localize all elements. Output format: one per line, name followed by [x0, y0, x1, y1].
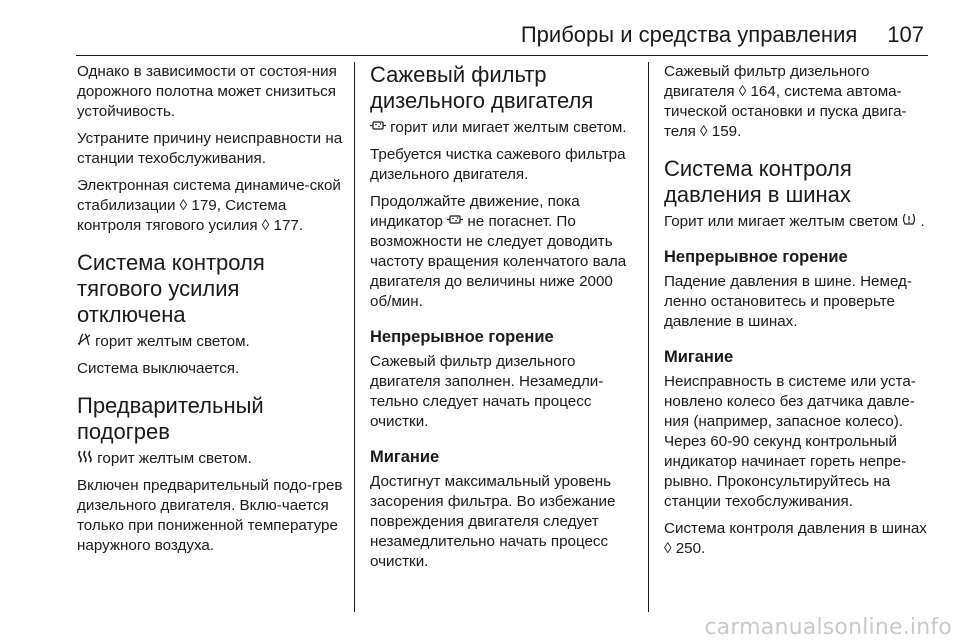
section-heading-traction-off: Система контроля тягового усилия отключена [77, 250, 265, 327]
subheading-continuous: Непрерывное горение [370, 328, 554, 346]
column-1 [77, 62, 349, 563]
indicator-line [77, 332, 349, 352]
page-header [24, 22, 924, 48]
indicator-text: Горит или мигает желтым светом [664, 213, 899, 230]
paragraph-text: Продолжайте движение, пока индикатор [370, 193, 580, 230]
header-rule [76, 55, 928, 56]
subheading-blink: Мигание [370, 448, 440, 466]
indicator-text: горит или мигает желтым светом. [390, 119, 627, 136]
tire-pressure-icon [902, 213, 920, 230]
paragraph: Однако в зависимости от состоя-ния дорожного полотна может снизиться устойчивость. [77, 63, 337, 120]
column-divider [648, 62, 649, 612]
paragraph: Сажевый фильтр дизельного двигателя заполнен. Незамедли-тельно следует начать процесс очистки. [370, 353, 604, 430]
indicator-line [370, 118, 632, 138]
column-2 [370, 62, 632, 579]
indicator-line: Горит или мигает желтым светом . [664, 213, 925, 230]
paragraph: Включен предварительный подо-грев дизельного двигателя. Вклю-чается только при пониженной температуре наружного воздуха. [77, 477, 343, 554]
paragraph: Система контроля давления в шинах ◊ 250. [664, 520, 927, 557]
paragraph [370, 192, 632, 312]
indicator-text: горит желтым светом. [95, 333, 250, 350]
paragraph: Неисправность в системе или уста-новлено колесо без датчика давле-ния (например, запасное колесо). Через 60-90 секунд контрольный индикатор начинает гореть непре-рывно. Проконсультируйтесь на станции техобслуживания. [664, 373, 916, 510]
section-heading-preheat: Предварительный подогрев [77, 393, 264, 444]
glow-plug-icon [77, 450, 97, 467]
column-3 [664, 62, 934, 566]
paragraph: Требуется чистка сажевого фильтра дизельного двигателя. [370, 146, 626, 183]
indicator-text: горит желтым светом. [97, 450, 252, 467]
section-title: Приборы и средства управления [520, 22, 858, 47]
paragraph: Устраните причину неисправности на станции техобслуживания. [77, 130, 343, 167]
paragraph: Падение давления в шине. Немед-ленно остановитесь и проверьте давление в шинах. [664, 273, 912, 330]
paragraph: Сажевый фильтр дизельного двигателя ◊ 164, система автома-тической остановки и пуска двига-теля ◊ 159. [664, 63, 907, 140]
section-heading-tpms: Система контроля давления в шинах [664, 156, 852, 207]
paragraph: Электронная система динамиче-ской стабилизации ◊ 179, Система контроля тягового усилия ◊ 177. [77, 177, 341, 234]
diesel-particulate-filter-icon [370, 119, 390, 136]
watermark: carmanualsonline.info [704, 615, 952, 640]
diesel-particulate-filter-icon [447, 213, 467, 230]
paragraph-text: не погаснет. По возможности не следует доводить частоту вращения коленчатого вала двигателя до величины ниже 2000 об/мин. [370, 213, 627, 310]
traction-off-icon [77, 333, 95, 350]
paragraph: Система выключается. [77, 360, 240, 377]
indicator-line [77, 449, 349, 469]
paragraph: Достигнут максимальный уровень засорения фильтра. Во избежание повреждения двигателя следует незамедлительно начать процесс очистки. [370, 473, 616, 570]
column-divider [354, 62, 355, 612]
section-heading-dpf: Сажевый фильтр дизельного двигателя [370, 62, 594, 113]
subheading-blink: Мигание [664, 348, 734, 366]
page-number: 107 [887, 22, 924, 47]
subheading-continuous: Непрерывное горение [664, 248, 848, 266]
